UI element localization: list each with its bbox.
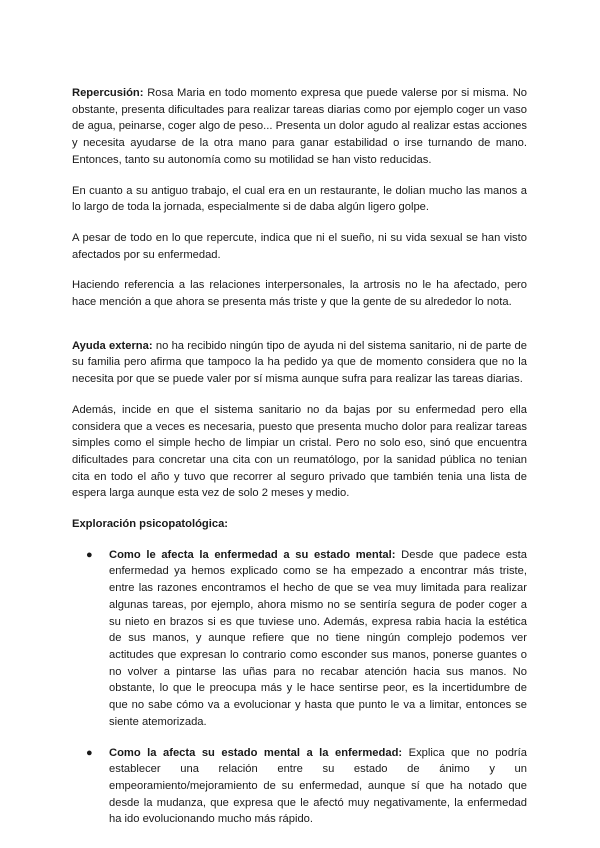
paragraph-trabajo: En cuanto a su antiguo trabajo, el cual era en un restaurante, le dolian mucho las manos a lo largo de toda la jornada, especialmente si de daba algún ligero golpe. bbox=[72, 184, 527, 214]
paragraph-repercusion bbox=[72, 85, 527, 169]
paragraph-sueno: A pesar de todo en lo que repercute, indica que ni el sueño, ni su vida sexual se han visto afectados por su enfermedad. bbox=[72, 231, 527, 261]
section-heading: Exploración psicopatológica: bbox=[72, 518, 229, 531]
label-repercusion: Repercusión: bbox=[72, 87, 144, 99]
bullet-text: Explica que no podría establecer una relación entre su estado de ánimo y un empeoramiento/mejoramiento de su enfermedad, aunque sí que ha notado que desde la mudanza, que expresa que le afectó muy negativamente, la enfermedad ha ido evolucionando mucho más rápido. bbox=[109, 746, 527, 826]
list-item bbox=[72, 745, 527, 829]
list-item bbox=[72, 547, 527, 731]
bullet-list bbox=[72, 547, 527, 828]
label-ayuda-externa: Ayuda externa: bbox=[72, 339, 153, 352]
bullet-label: Como le afecta la enfermedad a su estado mental: bbox=[109, 548, 396, 561]
bullet-icon: ● bbox=[86, 548, 93, 561]
text-ayuda-externa: no ha recibido ningún tipo de ayuda ni del sistema sanitario, ni de parte de su familia pero afirma que tampoco la ha pedido ya que de momento considera que no la necesita por que se puede valer por sí misma aunque sufra para realizar las tareas diarias. bbox=[72, 339, 527, 386]
document-body bbox=[72, 85, 527, 842]
bullet-icon: ● bbox=[86, 746, 93, 759]
bullet-label: Como la afecta su estado mental a la enfermedad: bbox=[109, 746, 403, 759]
paragraph-ayuda-externa bbox=[72, 338, 527, 388]
paragraph-relaciones: Haciendo referencia a las relaciones interpersonales, la artrosis no le ha afectado, pero hace mención a que ahora se presenta más triste y que la gente de su alrededor lo nota. bbox=[72, 279, 527, 309]
paragraph-sistema-sanitario: Además, incide en que el sistema sanitario no da bajas por su enfermedad pero ella considera que a veces es necesaria, puesto que presenta mucho dolor para realizar tareas simples como el simple hecho de limpiar un cristal. Pero no solo eso, sinó que encuentra dificultades para concretar una cita con un reumatólogo, por la sanidad pública no tenian cita en todo el año y tuvo que recorrer al seguro privado que también tenia una lista de espera larga aunque esta vez de solo 2 meses y medio. bbox=[72, 403, 527, 500]
text-repercusion: Rosa Maria en todo momento expresa que puede valerse por si misma. No obstante, presenta dificultades para realizar tareas diarias como por ejemplo coger un vaso de agua, peinarse, coger algo de peso... Presenta un dolor agudo al realizar estas acciones y necesita ayudarse de la otra mano para ganar estabilidad o irse turnando de mano. Entonces, tanto su autonomía como su motilidad se han visto reducidas. bbox=[72, 87, 527, 166]
bullet-text: Desde que padece esta enfermedad ya hemos explicado como se ha empezado a encontrar más triste, entre las razones encontramos el hecho de que se vea muy limitada para realizar algunas tareas, por ejemplo, ahora mismo no se sentiría segura de poder coger a su nieto en brazos si es que tuviese uno. Además, expresa rabia hacia la estética de sus manos, y aunque refiere que no tiene ningún complejo podemos ver actitudes que expresan lo contrario como esconder sus manos, ponerse guantes o no volver a pintarse las uñas para no recabar atención hacia sus manos. No obstante, lo que le preocupa más y le hace sentirse peor, es la incertidumbre de que no sabe cómo va a evolucionar y hasta que punto le va a limitar, entonces se siente atemorizada. bbox=[109, 548, 527, 728]
